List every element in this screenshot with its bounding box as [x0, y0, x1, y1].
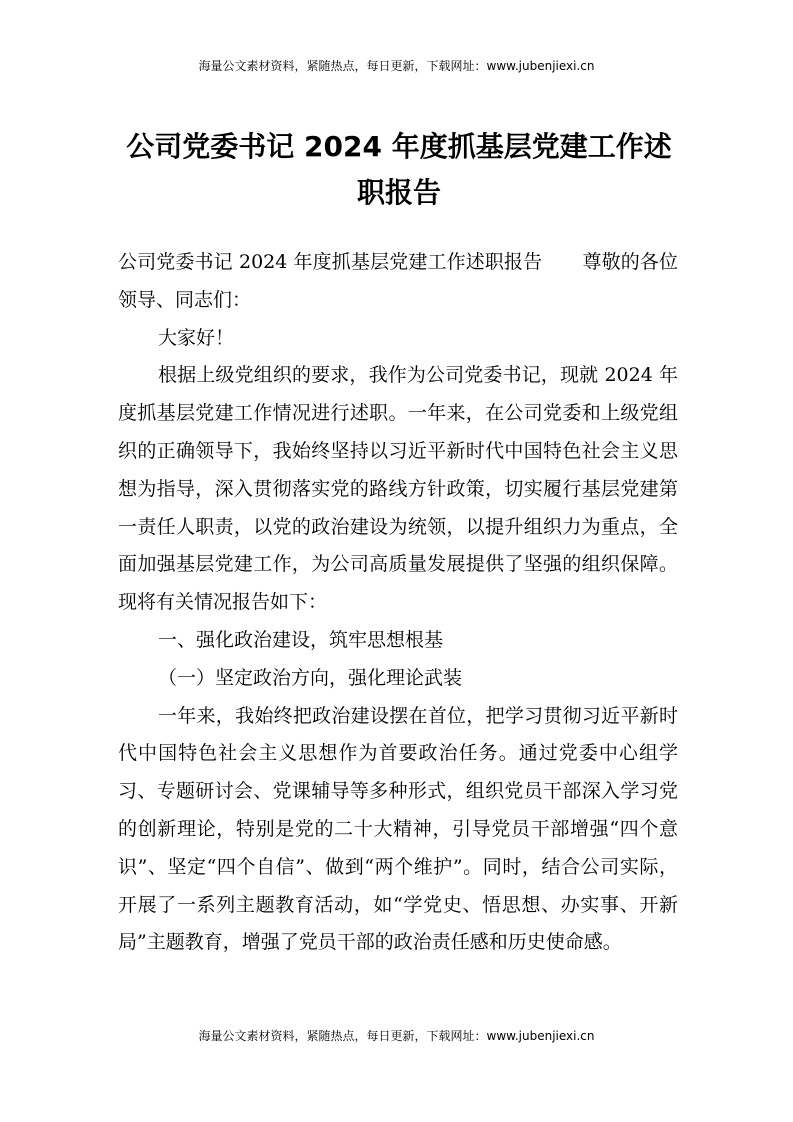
document-body — [118, 244, 678, 962]
subsection-paragraph: 一年来，我始终把政治建设摆在首位，把学习贯彻习近平新时代中国特色社会主义思想作为首要政治任务。通过党委中心组学习、专题研讨会、党课辅导等多种形式，组织党员干部深入学习党的创新理论，特别是党的二十大精神，引导党员干部增强“四个意识”、坚定“四个自信”、做到“两个维护”。同时，结合公司实际，开展了一系列主题教育活动，如“学党史、悟思想、办实事、开新局”主题教育，增强了党员干部的政治责任感和历史使命感。 — [118, 704, 678, 954]
page-footer-note: 海量公文素材资料，紧随热点，每日更新，下载网址：www.jubenjiexi.cn — [198, 1029, 595, 1043]
document-title: 公司党委书记 2024 年度抓基层党建工作述职报告 — [126, 130, 672, 209]
section-heading: 一、强化政治建设，筑牢思想根基 — [158, 628, 444, 651]
salutation: 尊敬的各位领导、同志们： — [118, 251, 678, 311]
greeting: 大家好！ — [158, 326, 235, 349]
opening-paragraph: 根据上级党组织的要求，我作为公司党委书记，现就 2024 年度抓基层党建工作情况进行述职。一年来，在公司党委和上级党组织的正确领导下，我始终坚持以习近平新时代中国特色社会主义思想为指导，深入贯彻落实党的路线方针政策，切实履行基层党建第一责任人职责，以党的政治建设为统领，以提升组织力为重点，全面加强基层党建工作，为公司高质量发展提供了坚强的组织保障。现将有关情况报告如下： — [118, 364, 678, 614]
intro-paragraph — [118, 244, 678, 320]
intro-title-reference: 公司党委书记 2024 年度抓基层党建工作述职报告 — [118, 251, 543, 273]
page-header-note: 海量公文素材资料，紧随热点，每日更新，下载网址：www.jubenjiexi.cn — [198, 59, 595, 73]
subsection-heading: （一）坚定政治方向，强化理论武装 — [158, 666, 463, 689]
